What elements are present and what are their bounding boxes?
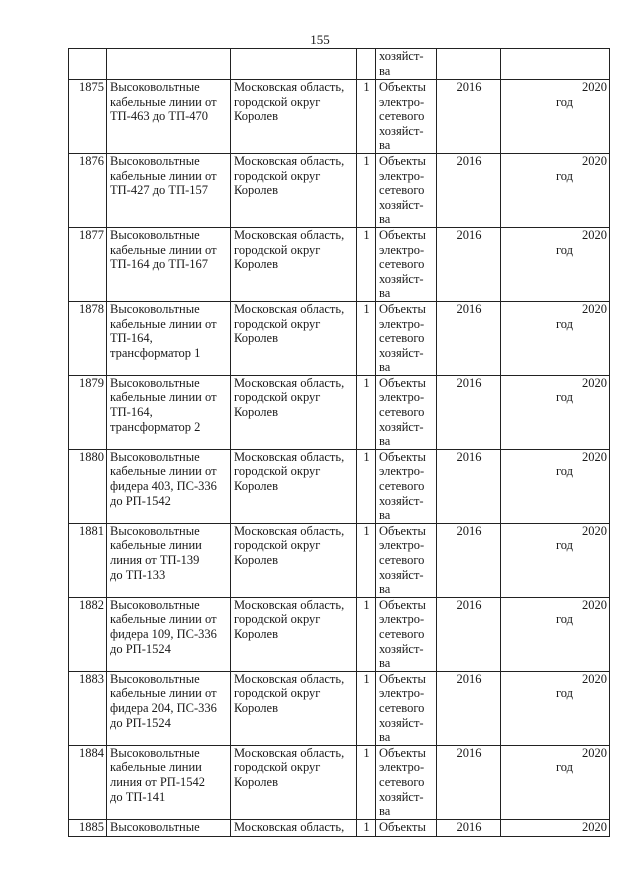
- row-number-cell: 1879: [69, 375, 107, 449]
- count-cell: 1: [357, 80, 376, 154]
- deadline-unit: год: [555, 612, 574, 627]
- object-type-cell: Объекты электро- сетевого хозяйст- ва: [376, 449, 437, 523]
- location-cell: Московская область, городской округ Королев: [231, 375, 357, 449]
- deadline-cell: [501, 153, 610, 227]
- deadline-year: 2020: [582, 227, 607, 242]
- row-number-cell: 1878: [69, 301, 107, 375]
- deadline-year: 2020: [582, 80, 607, 94]
- deadline-cell: 2020: [501, 819, 610, 836]
- object-name-cell: Высоковольтные кабельные линии от ТП-427 до ТП-157: [107, 153, 231, 227]
- object-type-cell: Объекты электро- сетевого хозяйст- ва: [376, 301, 437, 375]
- row-number-cell: 1876: [69, 153, 107, 227]
- deadline-unit: год: [555, 316, 574, 331]
- location-cell: Московская область, городской округ Королев: [231, 301, 357, 375]
- deadline-year: 2020: [582, 745, 607, 760]
- row-number-cell: 1881: [69, 523, 107, 597]
- count-cell: 1: [357, 375, 376, 449]
- deadline-year: 2020: [582, 523, 607, 538]
- count-cell: 1: [357, 671, 376, 745]
- object-name-cell: Высоковольтные: [107, 819, 231, 836]
- object-name-cell: Высоковольтные кабельные линии от фидера 204, ПС-336 до РП-1524: [107, 671, 231, 745]
- table-row: [69, 449, 610, 523]
- deadline-unit: год: [555, 464, 574, 479]
- object-name-cell: Высоковольтные кабельные линии от ТП-164, трансформатор 1: [107, 301, 231, 375]
- object-name-cell: Высоковольтные кабельные линии от фидера 403, ПС-336 до РП-1542: [107, 449, 231, 523]
- count-cell: 1: [357, 819, 376, 836]
- location-cell: Московская область, городской округ Королев: [231, 227, 357, 301]
- object-name-cell: Высоковольтные кабельные линии от ТП-463 до ТП-470: [107, 80, 231, 154]
- deadline-unit: год: [555, 538, 574, 553]
- row-number-cell: 1884: [69, 745, 107, 819]
- location-cell: Московская область, городской округ Королев: [231, 153, 357, 227]
- deadline-cell: [501, 671, 610, 745]
- location-cell: Московская область, городской округ Королев: [231, 523, 357, 597]
- year-cell: 2016: [437, 301, 501, 375]
- location-cell: Московская область,: [231, 819, 357, 836]
- deadline-year: 2020: [582, 597, 607, 612]
- year-cell: 2016: [437, 80, 501, 154]
- object-name-cell: Высоковольтные кабельные линии линия от ТП-139 до ТП-133: [107, 523, 231, 597]
- object-name-cell: Высоковольтные кабельные линии от фидера 109, ПС-336 до РП-1524: [107, 597, 231, 671]
- year-cell: 2016: [437, 745, 501, 819]
- location-cell: Московская область, городской округ Королев: [231, 597, 357, 671]
- table-row: [69, 153, 610, 227]
- deadline-year: 2020: [582, 449, 607, 464]
- count-cell: 1: [357, 227, 376, 301]
- row-number-cell: 1875: [69, 80, 107, 154]
- year-cell: 2016: [437, 523, 501, 597]
- deadline-unit: год: [555, 94, 574, 109]
- deadline-cell: [501, 375, 610, 449]
- deadline-cell: [501, 449, 610, 523]
- year-cell: 2016: [437, 375, 501, 449]
- row-number-cell: 1882: [69, 597, 107, 671]
- count-cell: 1: [357, 745, 376, 819]
- table-row: [69, 523, 610, 597]
- row-number-cell: 1880: [69, 449, 107, 523]
- deadline-cell: [501, 80, 610, 154]
- table-row: [69, 301, 610, 375]
- object-name-cell: Высоковольтные кабельные линии линия от РП-1542 до ТП-141: [107, 745, 231, 819]
- location-cell: Московская область, городской округ Королев: [231, 745, 357, 819]
- object-type-cell: Объекты электро- сетевого хозяйст- ва: [376, 523, 437, 597]
- object-type-cell: Объекты электро- сетевого хозяйст- ва: [376, 671, 437, 745]
- deadline-year: 2020: [582, 301, 607, 316]
- object-type-cell: Объекты электро- сетевого хозяйст- ва: [376, 153, 437, 227]
- table-row: [69, 597, 610, 671]
- object-type-cell: Объекты электро- сетевого хозяйст- ва: [376, 745, 437, 819]
- deadline-year: 2020: [582, 153, 607, 168]
- page-number: 155: [310, 32, 330, 47]
- deadline-unit: год: [555, 390, 574, 405]
- registry-table: [68, 48, 610, 837]
- object-type-cell: Объекты электро- сетевого хозяйст- ва: [376, 597, 437, 671]
- deadline-unit: год: [555, 242, 574, 257]
- location-cell: Московская область, городской округ Королев: [231, 80, 357, 154]
- deadline-cell: [501, 301, 610, 375]
- count-cell: 1: [357, 597, 376, 671]
- object-name-cell: Высоковольтные кабельные линии от ТП-164, трансформатор 2: [107, 375, 231, 449]
- deadline-unit: год: [555, 686, 574, 701]
- count-cell: 1: [357, 523, 376, 597]
- table-row: [69, 671, 610, 745]
- location-cell: Московская область, городской округ Королев: [231, 671, 357, 745]
- table-row-last: [69, 819, 610, 836]
- deadline-cell: [501, 597, 610, 671]
- table-row: [69, 375, 610, 449]
- location-cell: Московская область, городской округ Королев: [231, 449, 357, 523]
- year-cell: 2016: [437, 819, 501, 836]
- table-row-continued: [69, 49, 610, 80]
- deadline-cell: [501, 227, 610, 301]
- row-number-cell: 1883: [69, 671, 107, 745]
- deadline-year: 2020: [582, 375, 607, 390]
- object-type-cell: Объекты: [376, 819, 437, 836]
- table-row: [69, 745, 610, 819]
- deadline-cell: [501, 745, 610, 819]
- year-cell: 2016: [437, 671, 501, 745]
- count-cell: 1: [357, 301, 376, 375]
- year-cell: 2016: [437, 153, 501, 227]
- row-number-cell: 1885: [69, 819, 107, 836]
- year-cell: 2016: [437, 449, 501, 523]
- deadline-unit: год: [555, 168, 574, 183]
- table-row: [69, 227, 610, 301]
- object-type-cell: Объекты электро- сетевого хозяйст- ва: [376, 227, 437, 301]
- deadline-year: 2020: [582, 671, 607, 686]
- deadline-unit: год: [555, 760, 574, 775]
- row-number-cell: 1877: [69, 227, 107, 301]
- year-cell: 2016: [437, 597, 501, 671]
- year-cell: 2016: [437, 227, 501, 301]
- object-name-cell: Высоковольтные кабельные линии от ТП-164 до ТП-167: [107, 227, 231, 301]
- deadline-cell: [501, 523, 610, 597]
- object-type-cell: Объекты электро- сетевого хозяйст- ва: [376, 80, 437, 154]
- object-type-cell: хозяйст- ва: [376, 49, 437, 80]
- object-type-cell: Объекты электро- сетевого хозяйст- ва: [376, 375, 437, 449]
- count-cell: 1: [357, 153, 376, 227]
- count-cell: 1: [357, 449, 376, 523]
- table-row: [69, 80, 610, 154]
